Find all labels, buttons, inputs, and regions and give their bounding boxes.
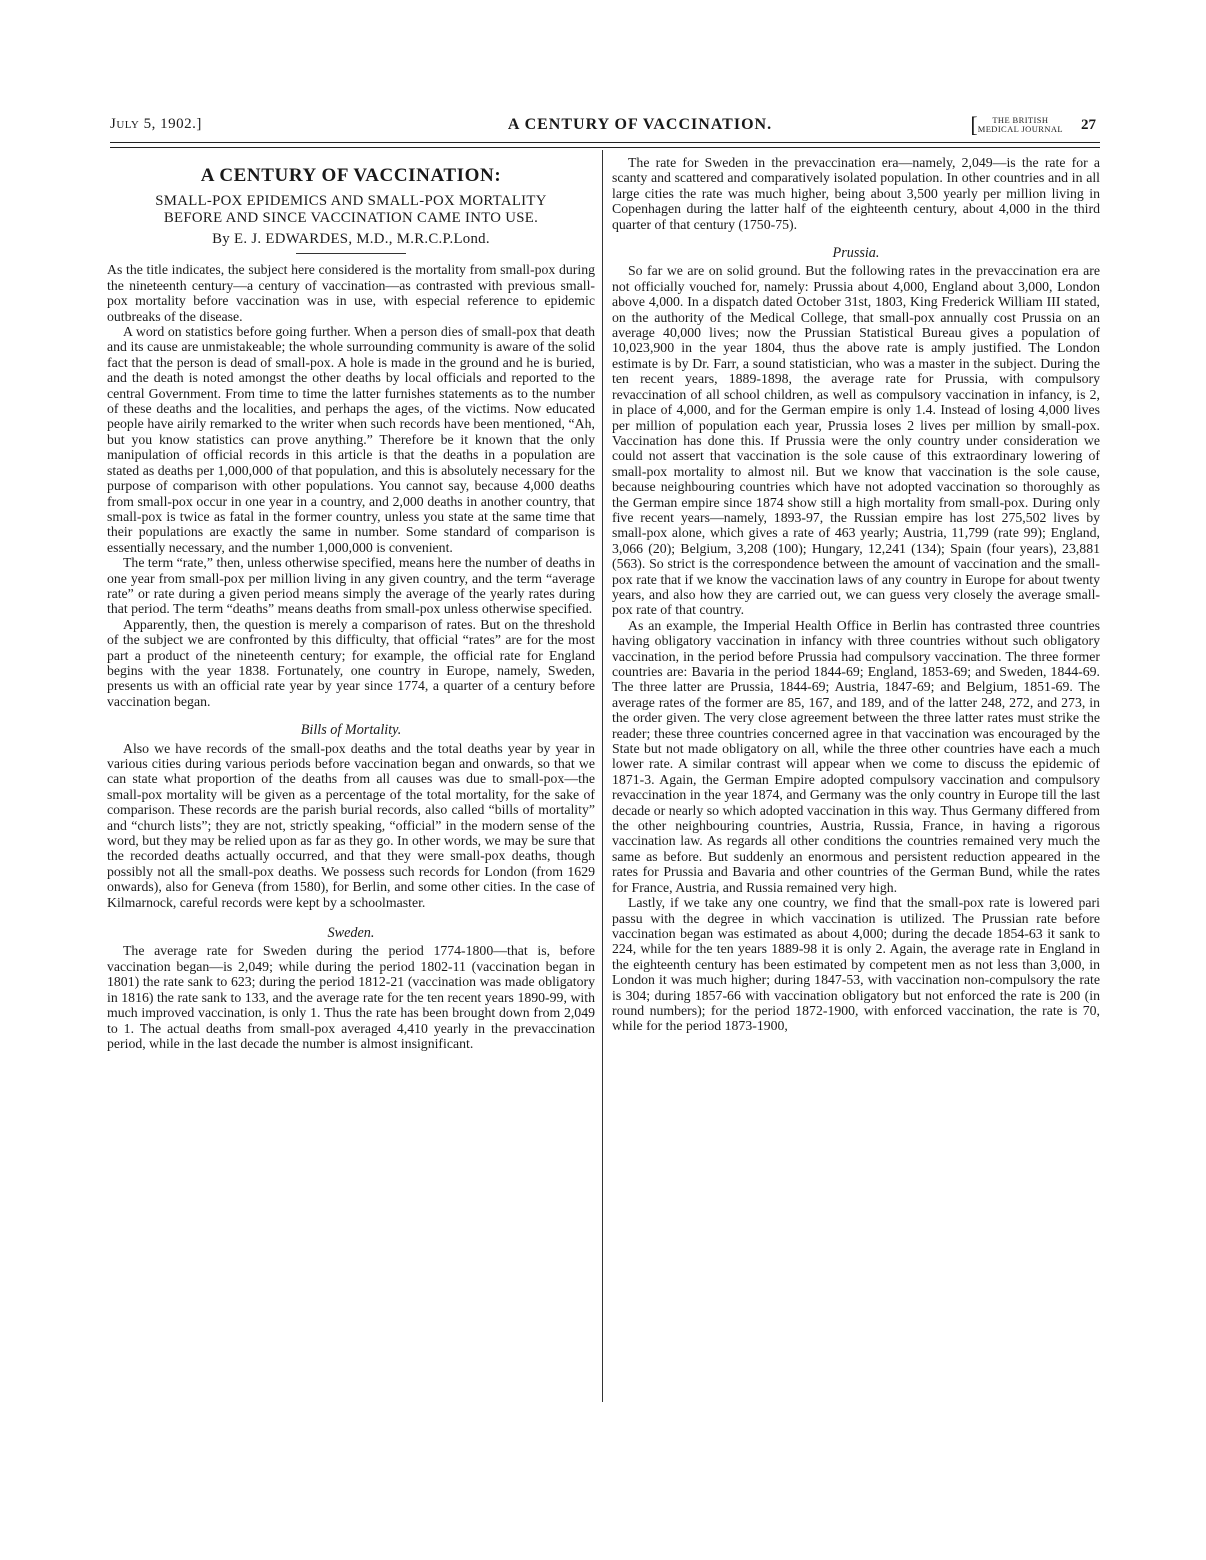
paragraph: As the title indicates, the subject here considered is the mortality from small-pox during the nineteenth century—a century of vaccination—as contrasted with previous small-pox mortality before vaccination was in use, with especial reference to epidemic outbreaks of the disease. <box>107 262 595 324</box>
page-number: 27 <box>1081 116 1096 133</box>
article-author: By E. J. EDWARDES, M.D., M.R.C.P.Lond. <box>212 231 490 247</box>
paragraph: Apparently, then, the question is merely a comparison of rates. But on the threshold of the subject we are confronted by this difficulty, that official “rates” are for the most part a product of the nineteenth century; for example, the official rate for England begins with the year 1838. Fortunately, one country in Europe, namely, Sweden, presents us with an official rate year by year since 1774, a quarter of a century before vaccination began. <box>107 616 595 709</box>
left-column <box>107 155 595 1051</box>
header-rule-thick <box>110 142 1100 143</box>
paragraph: As an example, the Imperial Health Office in Berlin has contrasted three countries having obligatory vaccination in infancy with three countries without such obligatory vaccination, in the period before Prussia had compulsory vaccination. The three former countries are: Bavaria in the period 1844-69; England, 1853-69; and Sweden, 1844-69. The three latter are Prussia, 1844-69; Austria, 1847-69; and Belgium, 1851-69. The average rates of the former are 85, 167, and 189, and of the latter 248, 272, and 273, in the order given. The very close agreement between the three latter rates must strike the reader; these three countries concerned agree in that vaccination was encouraged by the State but not made obligatory on all, while the three other countries have each a much lower rate. A similar contrast will appear when we come to discuss the epidemic of 1871-3. Again, the German Empire adopted compulsory vaccination and compulsory revaccination in the year 1874, and Germany was the only country in Europe till the last decade or nearly so which adopted vaccination in this way. Thus Germany differed from the other neighbouring countries, Austria, Russia, France, in having a rigorous vaccination law. As regards all other conditions the countries remained very much the same as before. But suddenly an enormous and persistent reduction appeared in the rates for Prussia and Bavaria and other countries of the German Bund, while the rates for France, Austria, and Russia remained very high. <box>612 617 1100 895</box>
right-column <box>612 155 1100 1034</box>
paragraph: So far we are on solid ground. But the following rates in the prevaccination era are not officially vouched for, namely: Prussia about 4,000, England about 3,000, London above 4,000. In a dispatch dated October 31st, 1803, King Frederick William III stated, on the authority of the Medical College, that small-pox annually cost Prussia on an average 40,000 lives; now the Prussian Statistical Bureau gives a population of 10,023,900 in the year 1804, thus the above rate is amply justified. The London estimate is by Dr. Farr, a sound statistician, who was a master in the subject. During the ten recent years, 1889-1898, the average rate for Prussia, with compulsory revaccination of all school children, as well as compulsory vaccination in infancy, is 2, in place of 4,000, and for the German empire is only 1.4. Instead of losing 4,000 lives per million of population each year, Prussia loses 2 lives per million by small-pox. Vaccination has done this. If Prussia were the only country under consideration we could not assert that vaccination is the sole cause of this extraordinary lowering of small-pox mortality to almost nil. But we know that vaccination is the sole cause, because neighbouring countries which have not adopted vaccination so thoroughly as the German empire since 1874 show still a high mortality from small-pox. During only five recent years—namely, 1893-97, the Russian empire has lost 275,502 lives by small-pox alone, which gives a rate of 463 yearly; Austria, 11,799 (rate 99); England, 3,066 (20); Belgium, 3,208 (100); Hungary, 12,241 (134); Spain (four years), 23,881 (563). So strict is the correspondence between the amount of vaccination and the small-pox rate that if we know the vaccination laws of any country in Europe for about twenty years, and also how they are carried out, we can guess very closely the average small-pox rate of that country. <box>612 263 1100 618</box>
section-heading-sweden: Sweden. <box>327 925 375 942</box>
header-rule-thin <box>110 147 1100 148</box>
header-bracket: [ <box>970 112 978 137</box>
section-heading-bills-of-mortality: Bills of Mortality. <box>300 722 402 739</box>
issue-date: July 5, 1902.] <box>110 116 202 132</box>
paragraph: A word on statistics before going further. When a person dies of small-pox that death and its cause are unmistakeable; the whole surrounding community is aware of the solid fact that the person is dead of small-pox. A hole is made in the ground and he is buried, and the death is noted amongst the other deaths by local officials and reported to the central Government. From time to time the latter furnishes statements as to the number of these deaths and the localities, and perhaps the ages, of the victims. Now educated people have airily remarked to the writer when such records have been mentioned, “Ah, but you know statistics can prove anything.” Therefore be it known that the only manipulation of official records in this article is that the deaths in a population are stated as deaths per 1,000,000 of that population, and this is absolutely necessary for the purpose of comparison with other populations. You cannot say, because 4,000 deaths from small-pox occur in one year in a country, and 2,000 deaths in another country, that small-pox is twice as fatal in the former country, unless you state at the same time that their populations are exactly the same in number. Some standard of comparison is essentially necessary, and the number 1,000,000 is convenient. <box>107 324 595 555</box>
article-subtitle: SMALL-POX EPIDEMICS AND SMALL-POX MORTALITY BEFORE AND SINCE VACCINATION CAME INTO USE. <box>155 193 547 226</box>
title-rule <box>296 253 406 254</box>
journal-name-line1: THE BRITISH <box>992 115 1049 125</box>
column-divider <box>602 150 603 1402</box>
paragraph: The rate for Sweden in the prevaccination era—namely, 2,049—is the rate for a scanty and scattered and comparatively isolated population. In other countries and in all large cities the rate was much higher, being about 3,500 yearly per million living in Copenhagen during the latter half of the eighteenth century, about 4,000 in the third quarter of that century (1750-75). <box>612 155 1100 232</box>
journal-name-line2: MEDICAL JOURNAL <box>977 124 1063 134</box>
journal-mark <box>970 114 1096 136</box>
running-title: A CENTURY OF VACCINATION. <box>507 116 773 133</box>
paragraph: Also we have records of the small-pox deaths and the total deaths year by year in various cities during various periods before vaccination began and onwards, so that we can state what proportion of the deaths from all causes was due to small-pox—the small-pox mortality will be given as a percentage of the total mortality, for the sake of comparison. These records are the parish burial records, also called “bills of mortality” and “church lists”; they are not, strictly speaking, “official” in the modern sense of the word, but they may be relied upon as far as they go. In other words, we may be sure that the recorded deaths actually occurred, and that they were small-pox deaths, though possibly not all the small-pox deaths. We possess such records for London (from 1629 onwards), also for Geneva (from 1580), for Berlin, and some other cities. In the case of Kilmarnock, careful records were kept by a schoolmaster. <box>107 740 595 910</box>
article-title: A CENTURY OF VACCINATION: <box>200 165 502 186</box>
paragraph: The average rate for Sweden during the period 1774-1800—that is, before vaccination began—is 2,049; while during the period 1802-11 (vaccination began in 1801) the rate sank to 623; during the period 1812-21 (vaccination was made obligatory in 1816) the rate sank to 133, and the average rate for the ten recent years 1890-99, with much improved vaccination, is only 1. Thus the rate has been brought down from 2,049 to 1. The actual deaths from small-pox averaged 4,410 yearly in the prevaccination period, while in the last decade the number is almost insignificant. <box>107 943 595 1051</box>
paragraph: The term “rate,” then, unless otherwise specified, means here the number of deaths in one year from small-pox per million living in any given country, and the term “average rate” or rate during a given period means simply the average of the yearly rates during that period. The term “deaths” means deaths from small-pox unless otherwise specified. <box>107 555 595 617</box>
paragraph: Lastly, if we take any one country, we find that the small-pox rate is lowered pari passu with the degree in which vaccination is utilized. The Prussian rate before vaccination began was estimated as about 4,000; during the decade 1854-63 it sank to 224, while for the ten years 1889-98 it is only 2. Again, the average rate in England in the eighteenth century has been estimated by competent men as not less than 3,000, in London it was much higher; during 1847-53, with vaccination non-compulsory the rate is 304; during 1857-66 with vaccination obligatory but not enforced the rate is 200 (in round numbers); for the period 1872-1900, with enforced vaccination, the rate is 70, while for the period 1873-1900, <box>612 895 1100 1034</box>
section-heading-prussia: Prussia. <box>832 245 880 262</box>
journal-name <box>978 116 1063 134</box>
running-header <box>110 112 1096 142</box>
